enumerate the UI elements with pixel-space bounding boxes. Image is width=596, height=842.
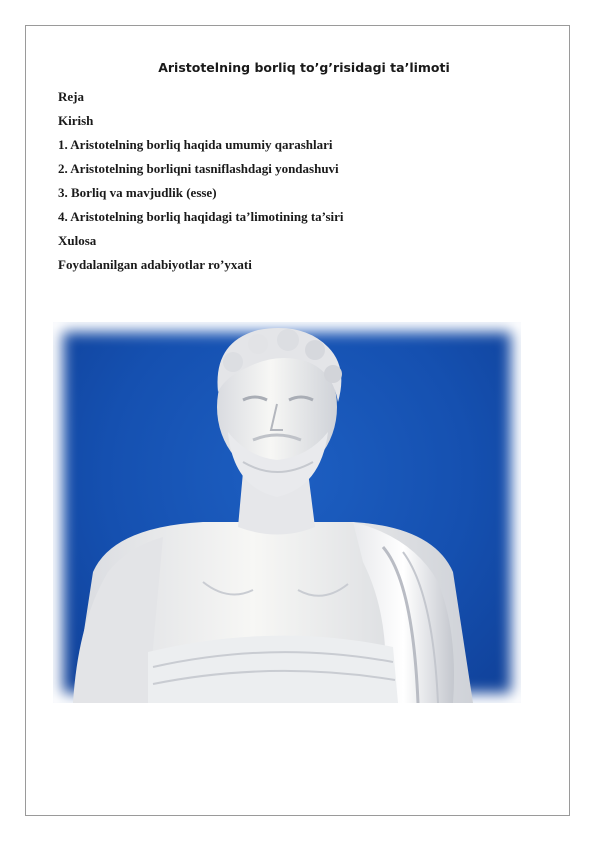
toc-item-4: 4. Aristotelning borliq haqidagi ta’limotining ta’siri — [58, 209, 344, 224]
toc-item-xulosa: Xulosa — [58, 233, 97, 248]
toc-heading-reja: Reja — [58, 89, 84, 104]
table-of-contents — [58, 85, 344, 277]
toc-item-kirish: Kirish — [58, 113, 94, 128]
toc-item-1: 1. Aristotelning borliq haqida umumiy qarashlari — [58, 137, 333, 152]
statue-illustration — [53, 322, 521, 703]
toc-item-3: 3. Borliq va mavjudlik (esse) — [58, 185, 217, 200]
toc-item-adabiyotlar: Foydalanilgan adabiyotlar ro’yxati — [58, 257, 252, 272]
toc-item-2: 2. Aristotelning borliqni tasniflashdagi yondashuvi — [58, 161, 339, 176]
document-title: Aristotelning borliq to’g’risidagi ta’limoti — [158, 60, 450, 75]
aristotle-statue-image — [53, 322, 521, 703]
